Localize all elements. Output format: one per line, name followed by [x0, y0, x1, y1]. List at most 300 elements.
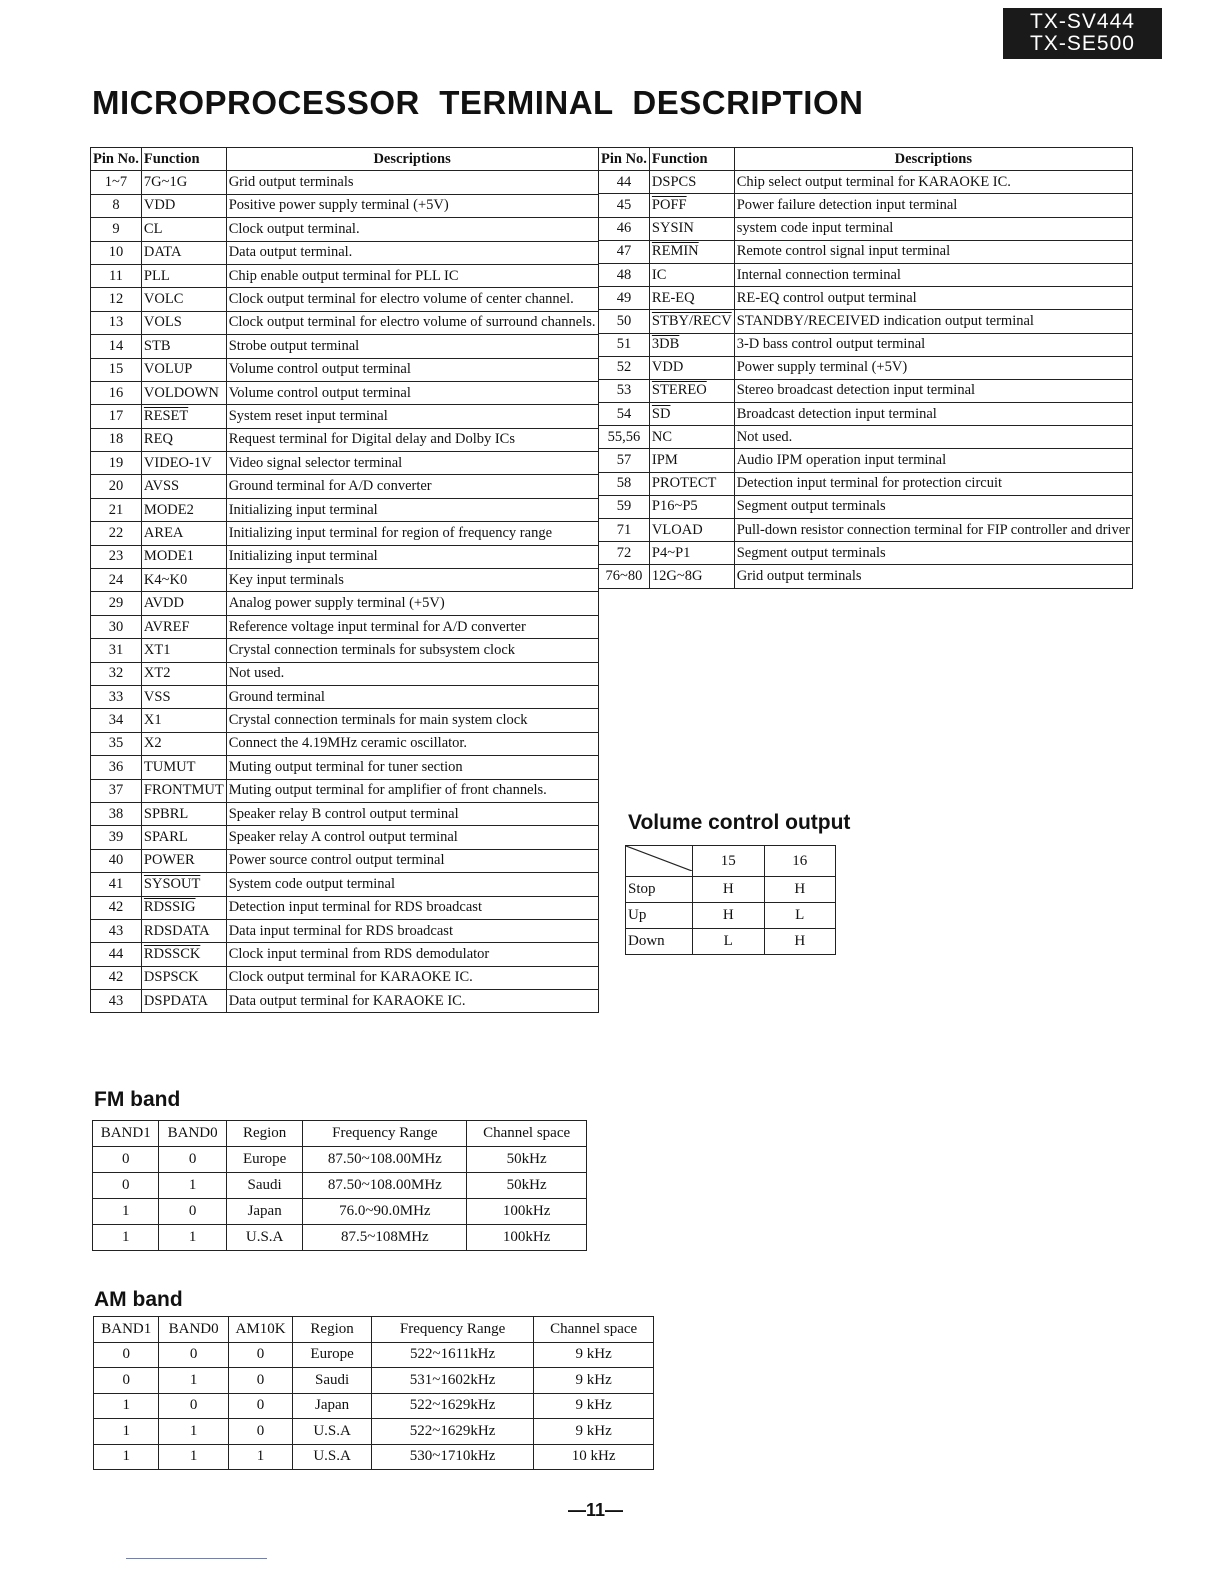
table-row: [599, 356, 1133, 379]
function-name: PROTECT: [649, 472, 734, 495]
table-cell: 1: [93, 1225, 159, 1251]
table-cell: 0: [159, 1393, 228, 1419]
function-name: VOLS: [141, 311, 226, 334]
table-row: [599, 194, 1133, 217]
pin-number: 15: [91, 358, 142, 381]
table-row: [599, 171, 1133, 194]
table-row: [91, 569, 599, 592]
pin-number: 46: [599, 217, 650, 240]
pin-number: 43: [91, 919, 142, 942]
function-name: AVSS: [141, 475, 226, 498]
function-name: SYSOUT: [141, 873, 226, 896]
pin-number: 59: [599, 495, 650, 518]
table-row: [626, 929, 836, 955]
pin-number: 38: [91, 802, 142, 825]
table-row: [599, 403, 1133, 426]
table-row: [599, 426, 1133, 449]
table-cell: 0: [228, 1368, 293, 1394]
function-name: DSPDATA: [141, 990, 226, 1013]
function-name: SYSIN: [649, 217, 734, 240]
pin-number: 45: [599, 194, 650, 217]
table-cell: 0: [93, 1173, 159, 1199]
pin-number: 30: [91, 615, 142, 638]
table-row: [91, 545, 599, 568]
table-row: [599, 333, 1133, 356]
diagonal-cell: [626, 846, 693, 877]
pin-number: 22: [91, 522, 142, 545]
table-row: [599, 379, 1133, 402]
column-header: BAND1: [94, 1317, 159, 1343]
table-row: [91, 849, 599, 872]
table-row: [91, 218, 599, 241]
table-row: [93, 1173, 587, 1199]
description: Chip select output terminal for KARAOKE IC.: [734, 171, 1132, 194]
table-cell: 50kHz: [467, 1147, 587, 1173]
pin-number: 72: [599, 542, 650, 565]
function-name: STEREO: [649, 379, 734, 402]
pin-number: 33: [91, 685, 142, 708]
state-value: L: [764, 903, 836, 929]
table-cell: Japan: [226, 1199, 303, 1225]
table-cell: 1: [159, 1419, 228, 1445]
table-row: [91, 826, 599, 849]
table-row: [599, 240, 1133, 263]
pin-number: 40: [91, 849, 142, 872]
pin-number: 44: [599, 171, 650, 194]
pin-number: 10: [91, 241, 142, 264]
function-name: RESET: [141, 405, 226, 428]
table-row: [91, 615, 599, 638]
fm-band-table: [92, 1120, 587, 1251]
volume-heading: Volume control output: [628, 811, 851, 834]
pin-number: 48: [599, 263, 650, 286]
state-value: H: [764, 929, 836, 955]
column-header: Frequency Range: [371, 1317, 533, 1343]
table-cell: 522~1611kHz: [371, 1342, 533, 1368]
table-row: [91, 709, 599, 732]
table-row: [91, 943, 599, 966]
function-name: STB: [141, 335, 226, 358]
function-name: P16~P5: [649, 495, 734, 518]
function-name: STBY/RECV: [649, 310, 734, 333]
table-cell: 0: [94, 1368, 159, 1394]
description: Power source control output terminal: [226, 849, 598, 872]
table-cell: 1: [228, 1444, 293, 1470]
column-header: AM10K: [228, 1317, 293, 1343]
description: Clock output terminal.: [226, 218, 598, 241]
table-cell: 530~1710kHz: [371, 1444, 533, 1470]
table-row: [93, 1199, 587, 1225]
volume-table: [625, 845, 836, 955]
table-cell: Japan: [293, 1393, 372, 1419]
table-row: [91, 405, 599, 428]
table-row: [91, 873, 599, 896]
description: Crystal connection terminals for subsystem clock: [226, 639, 598, 662]
description: Clock output terminal for electro volume of surround channels.: [226, 311, 598, 334]
fm-heading: FM band: [94, 1088, 181, 1111]
state-value: L: [693, 929, 765, 955]
table-row: [93, 1225, 587, 1251]
table-cell: 100kHz: [467, 1225, 587, 1251]
pin-number: 57: [599, 449, 650, 472]
description: Connect the 4.19MHz ceramic oscillator.: [226, 732, 598, 755]
description: Detection input terminal for RDS broadcast: [226, 896, 598, 919]
description: Data output terminal.: [226, 241, 598, 264]
table-cell: 1: [159, 1444, 228, 1470]
description: Ground terminal: [226, 685, 598, 708]
state-value: H: [764, 877, 836, 903]
pin-number: 42: [91, 966, 142, 989]
table-cell: U.S.A: [226, 1225, 303, 1251]
table-row: [91, 802, 599, 825]
table-cell: 0: [94, 1342, 159, 1368]
table-row: [599, 263, 1133, 286]
function-name: REQ: [141, 428, 226, 451]
description: Clock output terminal for electro volume of center channel.: [226, 288, 598, 311]
function-name: RDSSCK: [141, 943, 226, 966]
function-name: VOLUP: [141, 358, 226, 381]
function-name: 3DB: [649, 333, 734, 356]
table-cell: 0: [93, 1147, 159, 1173]
description: Speaker relay B control output terminal: [226, 802, 598, 825]
function-name: MODE2: [141, 498, 226, 521]
table-cell: 1: [93, 1199, 159, 1225]
terminal-table-left: [90, 147, 599, 1013]
pin-number: 1~7: [91, 171, 142, 194]
description: Not used.: [226, 662, 598, 685]
pin-number: 36: [91, 756, 142, 779]
table-row: [599, 449, 1133, 472]
pin-number: 19: [91, 452, 142, 475]
table-row: [94, 1393, 654, 1419]
pin-number: 41: [91, 873, 142, 896]
table-row: [91, 919, 599, 942]
pin-number: 51: [599, 333, 650, 356]
description: Internal connection terminal: [734, 263, 1132, 286]
function-name: K4~K0: [141, 569, 226, 592]
table-row: [599, 565, 1133, 588]
pin-number: 54: [599, 403, 650, 426]
table-row: [626, 877, 836, 903]
table-cell: 50kHz: [467, 1173, 587, 1199]
description: Strobe output terminal: [226, 335, 598, 358]
pin-number: 31: [91, 639, 142, 662]
header-row: [94, 1317, 654, 1343]
description: Data output terminal for KARAOKE IC.: [226, 990, 598, 1013]
column-header: BAND0: [159, 1317, 228, 1343]
table-cell: 1: [94, 1393, 159, 1419]
am-heading: AM band: [94, 1288, 183, 1311]
function-name: VDD: [141, 194, 226, 217]
function-name: TUMUT: [141, 756, 226, 779]
description: Data input terminal for RDS broadcast: [226, 919, 598, 942]
table-row: [599, 495, 1133, 518]
state-value: H: [693, 877, 765, 903]
pin-number: 37: [91, 779, 142, 802]
function-name: X1: [141, 709, 226, 732]
function-name: PLL: [141, 264, 226, 287]
pin-number: 29: [91, 592, 142, 615]
pin-number: 17: [91, 405, 142, 428]
description: Request terminal for Digital delay and Dolby ICs: [226, 428, 598, 451]
pin-number: 24: [91, 569, 142, 592]
col-descriptions: Descriptions: [734, 148, 1132, 171]
column-header: Channel space: [534, 1317, 654, 1343]
col-15: 15: [693, 846, 765, 877]
table-cell: 100kHz: [467, 1199, 587, 1225]
function-name: FRONTMUT: [141, 779, 226, 802]
description: Speaker relay A control output terminal: [226, 826, 598, 849]
table-row: [91, 428, 599, 451]
function-name: AREA: [141, 522, 226, 545]
description: RE-EQ control output terminal: [734, 287, 1132, 310]
table-cell: Europe: [293, 1342, 372, 1368]
function-name: SPBRL: [141, 802, 226, 825]
description: Ground terminal for A/D converter: [226, 475, 598, 498]
pin-number: 23: [91, 545, 142, 568]
description: Initializing input terminal: [226, 545, 598, 568]
pin-number: 16: [91, 381, 142, 404]
pin-number: 20: [91, 475, 142, 498]
description: Volume control output terminal: [226, 381, 598, 404]
table-cell: 0: [159, 1342, 228, 1368]
function-name: DSPSCK: [141, 966, 226, 989]
table-cell: 531~1602kHz: [371, 1368, 533, 1394]
table-cell: 1: [159, 1173, 226, 1199]
description: Audio IPM operation input terminal: [734, 449, 1132, 472]
function-name: SPARL: [141, 826, 226, 849]
function-name: AVREF: [141, 615, 226, 638]
description: Muting output terminal for tuner section: [226, 756, 598, 779]
table-row: [91, 662, 599, 685]
table-row: [91, 288, 599, 311]
table-row: [91, 475, 599, 498]
description: Power supply terminal (+5V): [734, 356, 1132, 379]
col-16: 16: [764, 846, 836, 877]
table-row: [91, 452, 599, 475]
table-row: [94, 1342, 654, 1368]
pin-number: 42: [91, 896, 142, 919]
description: Chip enable output terminal for PLL IC: [226, 264, 598, 287]
table-cell: U.S.A: [293, 1444, 372, 1470]
table-row: [599, 519, 1133, 542]
function-name: X2: [141, 732, 226, 755]
column-header: Region: [226, 1121, 303, 1147]
description: Analog power supply terminal (+5V): [226, 592, 598, 615]
description: Volume control output terminal: [226, 358, 598, 381]
table-cell: 9 kHz: [534, 1342, 654, 1368]
pin-number: 39: [91, 826, 142, 849]
pin-number: 71: [599, 519, 650, 542]
state-value: H: [693, 903, 765, 929]
pin-number: 58: [599, 472, 650, 495]
function-name: RDSSIG: [141, 896, 226, 919]
table-cell: 87.5~108MHz: [303, 1225, 467, 1251]
description: Segment output terminals: [734, 495, 1132, 518]
table-cell: 9 kHz: [534, 1368, 654, 1394]
table-row: [599, 287, 1133, 310]
pin-number: 44: [91, 943, 142, 966]
table-row: [94, 1368, 654, 1394]
table-cell: 1: [159, 1368, 228, 1394]
function-name: VDD: [649, 356, 734, 379]
function-name: CL: [141, 218, 226, 241]
function-name: NC: [649, 426, 734, 449]
table-cell: 1: [159, 1225, 226, 1251]
description: system code input terminal: [734, 217, 1132, 240]
table-row: [599, 217, 1133, 240]
pin-number: 12: [91, 288, 142, 311]
col-function: Function: [141, 148, 226, 171]
description: Reference voltage input terminal for A/D converter: [226, 615, 598, 638]
pin-number: 55,56: [599, 426, 650, 449]
table-row: [91, 639, 599, 662]
function-name: REMIN: [649, 240, 734, 263]
function-name: IPM: [649, 449, 734, 472]
description: STANDBY/RECEIVED indication output terminal: [734, 310, 1132, 333]
table-row: [91, 498, 599, 521]
pin-number: 35: [91, 732, 142, 755]
table-cell: Saudi: [226, 1173, 303, 1199]
table-cell: 10 kHz: [534, 1444, 654, 1470]
model-line-1: TX-SV444: [1030, 10, 1135, 33]
function-name: VIDEO-1V: [141, 452, 226, 475]
function-name: DSPCS: [649, 171, 734, 194]
function-name: VLOAD: [649, 519, 734, 542]
table-row: [91, 522, 599, 545]
table-row: [91, 756, 599, 779]
table-row: [91, 732, 599, 755]
table-cell: 9 kHz: [534, 1419, 654, 1445]
table-row: [91, 311, 599, 334]
description: 3-D bass control output terminal: [734, 333, 1132, 356]
column-header: BAND1: [93, 1121, 159, 1147]
pin-number: 47: [599, 240, 650, 263]
table-cell: 1: [94, 1419, 159, 1445]
description: Grid output terminals: [226, 171, 598, 194]
table-cell: 522~1629kHz: [371, 1419, 533, 1445]
pin-number: 13: [91, 311, 142, 334]
description: Not used.: [734, 426, 1132, 449]
table-row: [93, 1147, 587, 1173]
pin-number: 9: [91, 218, 142, 241]
description: Key input terminals: [226, 569, 598, 592]
pin-number: 76~80: [599, 565, 650, 588]
function-name: VSS: [141, 685, 226, 708]
table-row: [599, 310, 1133, 333]
table-row: [94, 1419, 654, 1445]
page-title: MICROPROCESSOR TERMINAL DESCRIPTION: [92, 84, 864, 121]
table-row: [91, 335, 599, 358]
description: System reset input terminal: [226, 405, 598, 428]
description: Positive power supply terminal (+5V): [226, 194, 598, 217]
column-header: Region: [293, 1317, 372, 1343]
table-cell: 522~1629kHz: [371, 1393, 533, 1419]
col-descriptions: Descriptions: [226, 148, 598, 171]
table-cell: U.S.A: [293, 1419, 372, 1445]
description: System code output terminal: [226, 873, 598, 896]
table-cell: 0: [228, 1393, 293, 1419]
description: Pull-down resistor connection terminal for FIP controller and driver: [734, 519, 1132, 542]
terminal-table-right: [598, 147, 1133, 589]
table-cell: 87.50~108.00MHz: [303, 1147, 467, 1173]
pin-number: 32: [91, 662, 142, 685]
function-name: VOLC: [141, 288, 226, 311]
column-header: BAND0: [159, 1121, 226, 1147]
pin-number: 49: [599, 287, 650, 310]
description: Detection input terminal for protection circuit: [734, 472, 1132, 495]
description: Remote control signal input terminal: [734, 240, 1132, 263]
description: Stereo broadcast detection input terminal: [734, 379, 1132, 402]
pin-number: 53: [599, 379, 650, 402]
function-name: VOLDOWN: [141, 381, 226, 404]
description: Video signal selector terminal: [226, 452, 598, 475]
pin-number: 8: [91, 194, 142, 217]
table-cell: Europe: [226, 1147, 303, 1173]
header-row: [93, 1121, 587, 1147]
table-cell: 1: [94, 1444, 159, 1470]
function-name: DATA: [141, 241, 226, 264]
function-name: POFF: [649, 194, 734, 217]
col-function: Function: [649, 148, 734, 171]
diagonal-line: [626, 846, 692, 871]
model-line-2: TX-SE500: [1030, 32, 1135, 55]
description: Grid output terminals: [734, 565, 1132, 588]
description: Broadcast detection input terminal: [734, 403, 1132, 426]
description: Power failure detection input terminal: [734, 194, 1132, 217]
row-label: Up: [626, 903, 693, 929]
table-row: [91, 241, 599, 264]
pin-number: 52: [599, 356, 650, 379]
table-cell: 0: [228, 1419, 293, 1445]
function-name: XT1: [141, 639, 226, 662]
column-header: Frequency Range: [303, 1121, 467, 1147]
table-cell: 0: [159, 1147, 226, 1173]
pin-number: 34: [91, 709, 142, 732]
col-pin: Pin No.: [91, 148, 142, 171]
function-name: $\overline{SD}$: [649, 403, 734, 426]
table-cell: 0: [228, 1342, 293, 1368]
table-row: [91, 990, 599, 1013]
pin-number: 14: [91, 335, 142, 358]
table-row: [91, 685, 599, 708]
row-label: Stop: [626, 877, 693, 903]
table-row: [94, 1444, 654, 1470]
function-name: 7G~1G: [141, 171, 226, 194]
table-row: [91, 194, 599, 217]
table-row: [91, 779, 599, 802]
footer-line: [126, 1558, 267, 1559]
description: Initializing input terminal: [226, 498, 598, 521]
description: Muting output terminal for amplifier of front channels.: [226, 779, 598, 802]
table-row: [91, 966, 599, 989]
function-name: IC: [649, 263, 734, 286]
function-name: XT2: [141, 662, 226, 685]
page-number: —11—: [568, 1500, 624, 1520]
pin-number: 11: [91, 264, 142, 287]
table-row: [91, 358, 599, 381]
table-row: [599, 542, 1133, 565]
function-name: MODE1: [141, 545, 226, 568]
table-cell: 9 kHz: [534, 1393, 654, 1419]
table-row: [599, 472, 1133, 495]
function-name: RDSDATA: [141, 919, 226, 942]
table-cell: 0: [159, 1199, 226, 1225]
function-name: AVDD: [141, 592, 226, 615]
table-row: [91, 896, 599, 919]
description: Crystal connection terminals for main system clock: [226, 709, 598, 732]
description: Clock input terminal from RDS demodulator: [226, 943, 598, 966]
